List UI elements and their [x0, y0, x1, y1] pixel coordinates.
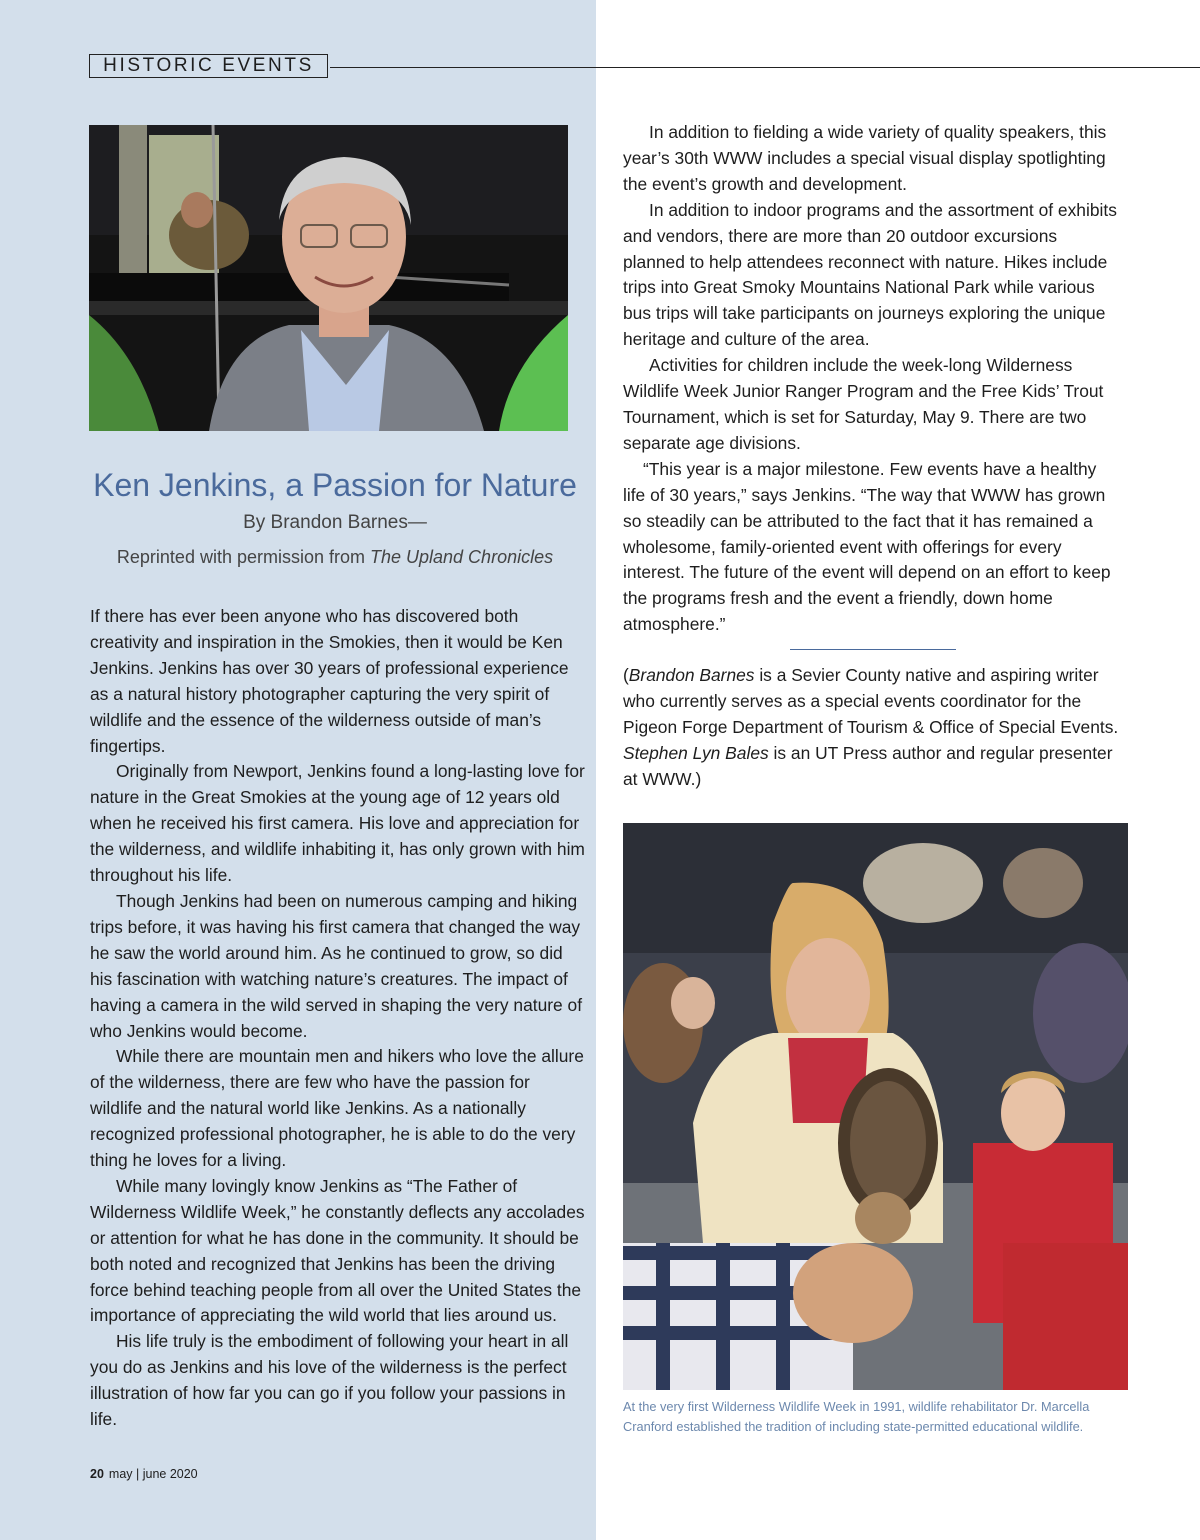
- body-paragraph: His life truly is the embodiment of following your heart in all you do as Jenkins and his love of the wilderness is the perfect illustration of how far you can go if you follow your passions in life.: [90, 1331, 569, 1430]
- portrait-photo: [89, 125, 568, 431]
- issue-date: may | june 2020: [108, 1467, 198, 1481]
- body-paragraph: “This year is a major milestone. Few events have a healthy life of 30 years,” says Jenkins. “The way that WWW has grown so steadily can be attributed to the fact that it has remained a wholesome, family-oriented event with offerings for every interest. The future of the event will depend on an effort to keep the programs fresh and the event a friendly, down home atmosphere.”: [623, 458, 1111, 635]
- byline: By Brandon Barnes—: [243, 512, 427, 533]
- article-title: Ken Jenkins, a Passion for Nature: [93, 467, 577, 503]
- author-bio: [623, 663, 1123, 793]
- article-column-right: [623, 120, 1123, 638]
- bio-name-1: Brandon Barnes: [628, 665, 755, 685]
- bio-text-2: is an UT Press author and regular presenter at WWW.): [623, 742, 1113, 789]
- reprint-source: The Upland Chronicles: [370, 547, 554, 567]
- bio-open: (: [623, 665, 629, 685]
- reprint-prefix: Reprinted with permission from: [116, 547, 370, 567]
- section-divider: [790, 649, 956, 650]
- body-paragraph: Activities for children include the week-long Wilderness Wildlife Week Junior Ranger Program and the Free Kids’ Trout Tournament, which is set for Saturday, May 9. There are two separate age divisions.: [623, 355, 1104, 453]
- header-rule: [330, 67, 1200, 68]
- body-paragraph: If there has ever been anyone who has discovered both creativity and inspiration in the Smokies, then it would be Ken Jenkins. Jenkins has over 30 years of professional experience as a natural history photographer capturing the very spirit of wildlife and the essence of the wilderness outside of man’s fingertips.: [90, 606, 569, 756]
- section-label: HISTORIC EVENTS: [89, 54, 328, 78]
- page-number: 20: [90, 1467, 104, 1481]
- body-paragraph: While many lovingly know Jenkins as “The Father of Wilderness Wildlife Week,” he constantly deflects any accolades or attention for what he has done in the community. It should be both noted and recognized that Jenkins has been the driving force behind teaching people from all over the United States the importance of appreciating the wild world that lies around us.: [90, 1175, 585, 1326]
- body-paragraph: While there are mountain men and hikers who love the allure of the wilderness, there are few who have the passion for wildlife and the natural world like Jenkins. As a nationally recognized professional photographer, he is able to do the very thing he loves for a living.: [90, 1046, 584, 1171]
- article-column-left: [90, 604, 585, 1433]
- bio-text-1: is a Sevier County native and aspiring writer who currently serves as a special events coordinator for the Pigeon Forge Department of Tourism & Office of Special Events.: [623, 665, 1119, 737]
- reprint-credit: [90, 547, 580, 568]
- body-paragraph: In addition to indoor programs and the assortment of exhibits and vendors, there are more than 20 outdoor excursions planned to help attendees reconnect with nature. Hikes include trips into Great Smoky Mountains National Park while various bus trips will take participants on journeys exploring the unique heritage and culture of the area.: [623, 199, 1117, 350]
- page-footer: [90, 1467, 198, 1481]
- body-paragraph: Originally from Newport, Jenkins found a long-lasting love for nature in the Great Smokies at the young age of 12 years old when he received his first camera. His love and appreciation for the wilderness, and wildlife inhabiting it, has only grown with him throughout his life.: [90, 761, 585, 886]
- body-paragraph: In addition to fielding a wide variety of quality speakers, this year’s 30th WWW includes a special visual display spotlighting the event’s growth and development.: [623, 122, 1107, 194]
- photo-caption: At the very first Wilderness Wildlife Week in 1991, wildlife rehabilitator Dr. Marcella Cranford established the tradition of including state-permitted educational wildlife.: [623, 1399, 1090, 1434]
- bio-name-2: Stephen Lyn Bales: [623, 742, 769, 763]
- owl-event-photo: [623, 823, 1128, 1390]
- body-paragraph: Though Jenkins had been on numerous camping and hiking trips before, it was having his first camera that changed the way he saw the world around him. As he continued to grow, so did his fascination with watching nature’s creatures. The impact of having a camera in the wild served in shaping the very nature of who Jenkins would become.: [90, 890, 583, 1041]
